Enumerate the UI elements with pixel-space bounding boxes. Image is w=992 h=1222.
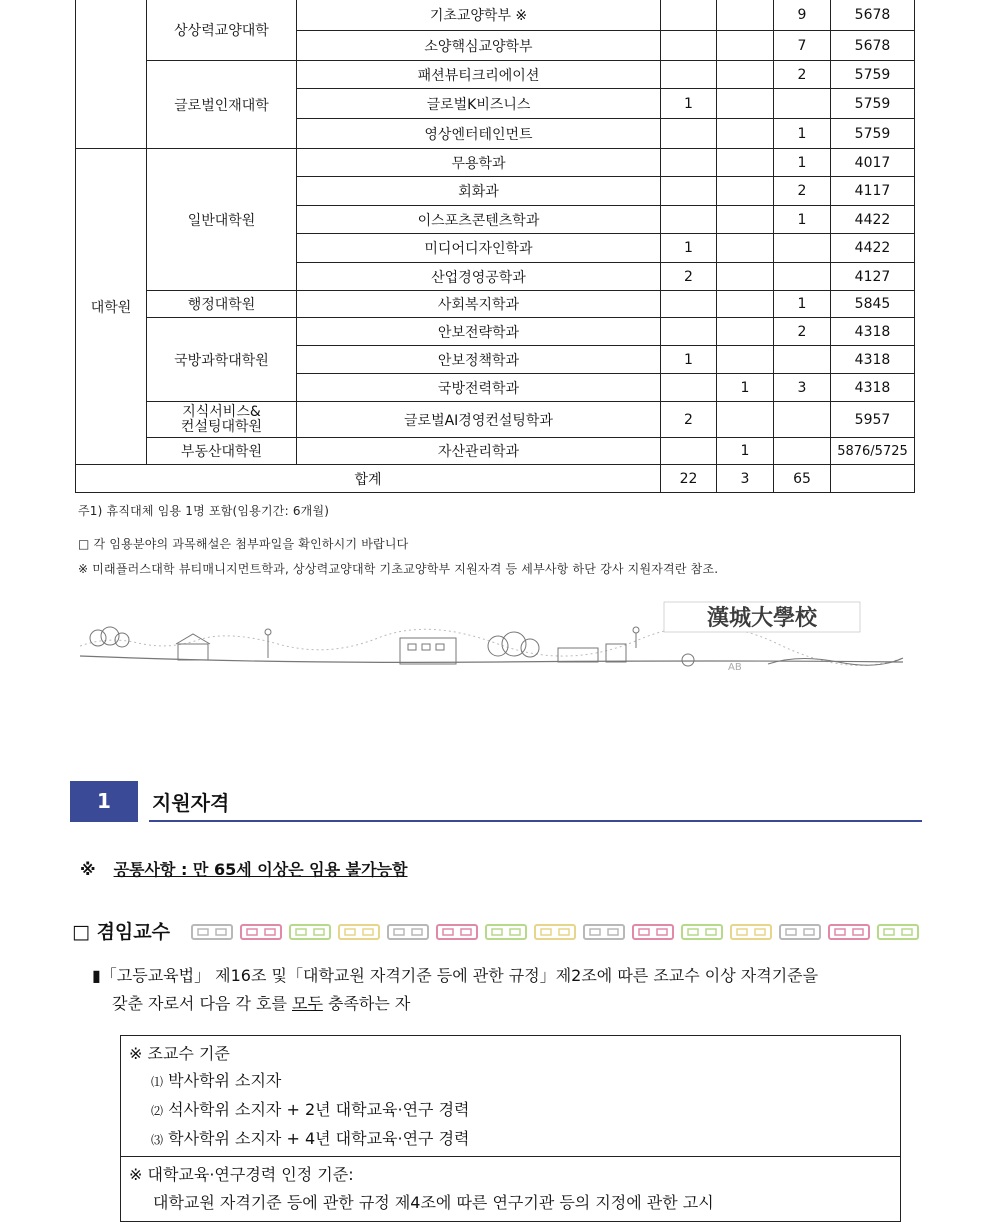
count-cell: 1 [717,438,774,465]
college-cell: 국방과학대학원 [147,318,297,402]
reference-mark: ※ [80,860,96,879]
dept-cell: 회화과 [297,177,661,206]
section-title: 지원자격 [152,791,230,815]
count-cell [717,149,774,177]
grad-school-cell: 대학원 [76,149,147,465]
count-cell [661,438,717,465]
ext-cell: 4422 [831,234,915,263]
decorative-pattern-tile [388,925,428,939]
count-cell: 1 [774,119,831,149]
count-cell [774,263,831,291]
decorative-pattern-tile [486,925,526,939]
count-cell [774,402,831,438]
college-cell: 상상력교양대학 [147,0,297,61]
dept-cell: 산업경영공학과 [297,263,661,291]
college-name-line: 지식서비스& [182,403,261,420]
count-cell: 1 [774,291,831,318]
criteria-item-text: 박사학위 소지자 [168,1071,282,1090]
ext-cell: 5876/5725 [831,438,915,465]
criteria-item-number: ⑴ [151,1075,164,1089]
dept-cell: 영상엔터테인먼트 [297,119,661,149]
count-cell [717,291,774,318]
count-cell: 2 [661,263,717,291]
dept-cell: 글로벌AI경영컨설팅학과 [297,402,661,438]
total-ext [831,465,915,493]
count-cell [717,263,774,291]
decorative-pattern-tile [290,925,330,939]
note-1: 주1) 휴직대체 임용 1명 포함(임용기간: 6개월) [78,504,330,518]
dept-cell: 무용학과 [297,149,661,177]
note-3: ※ 미래플러스대학 뷰티매니지먼트학과, 상상력교양대학 기초교양학부 지원자격 등 세부사항 하단 강사 지원자격란 참조. [78,562,719,576]
recruitment-table [75,0,915,493]
total-c3: 65 [774,465,831,493]
paragraph-line-1: ▮「고등교육법」 제16조 및「대학교원 자격기준 등에 관한 규정」제2조에 따른 조교수 이상 자격기준을 [92,966,819,985]
dept-cell: 기초교양학부 ※ [297,0,661,31]
ext-cell: 4422 [831,206,915,234]
count-cell [661,119,717,149]
criteria-section [121,1036,900,1157]
college-name-line: 컨설팅대학원 [180,418,263,435]
count-cell [717,402,774,438]
paragraph-emphasis: 모두 [292,994,323,1013]
count-cell [717,61,774,89]
dept-cell: 안보전략학과 [297,318,661,346]
count-cell: 2 [774,318,831,346]
criteria-item-text: 석사학위 소지자 + 2년 대학교육·연구 경력 [168,1100,470,1119]
college-cell: 일반대학원 [147,149,297,291]
paragraph-line-2 [92,990,912,1018]
section-underline [149,820,922,822]
decorative-pattern-tile [829,925,869,939]
count-cell [717,234,774,263]
dept-cell: 국방전력학과 [297,374,661,402]
count-cell: 1 [717,374,774,402]
count-cell [774,346,831,374]
count-cell [717,177,774,206]
table-row [76,149,915,177]
count-cell [661,374,717,402]
criteria-item-number: ⑵ [151,1104,164,1118]
total-label: 합계 [76,465,661,493]
decorative-pattern-tile [241,925,281,939]
dept-cell: 패션뷰티크리에이션 [297,61,661,89]
decorative-pattern-tile [731,925,771,939]
table-row [76,402,915,438]
college-cell: 부동산대학원 [147,438,297,465]
count-cell: 1 [661,346,717,374]
dept-cell: 안보정책학과 [297,346,661,374]
career-criteria-text: 대학교원 자격기준 등에 관한 규정 제4조에 따른 연구기관 등의 지정에 관한 고시 [153,1193,714,1212]
criteria-item [129,1067,892,1096]
criteria-item-number: ⑶ [151,1133,164,1147]
count-cell [774,438,831,465]
ext-cell: 4117 [831,177,915,206]
total-c2: 3 [717,465,774,493]
count-cell [774,89,831,119]
ext-cell: 5759 [831,61,915,89]
ext-cell: 4318 [831,374,915,402]
ext-cell: 4318 [831,346,915,374]
decorative-pattern-tile [437,925,477,939]
count-cell: 2 [774,177,831,206]
count-cell [661,0,717,31]
decorative-pattern-tile [584,925,624,939]
table-row [76,61,915,89]
dept-cell: 소양핵심교양학부 [297,31,661,61]
common-requirement-text: 공통사항 : 만 65세 이상은 임용 불가능함 [113,860,408,879]
count-cell: 1 [661,89,717,119]
ext-cell: 5845 [831,291,915,318]
count-cell [774,234,831,263]
assistant-professor-criteria-box [120,1035,901,1222]
count-cell: 3 [774,374,831,402]
count-cell [717,119,774,149]
decorative-pattern-tile [780,925,820,939]
decorative-pattern-tile [682,925,722,939]
college-cell: 글로벌인재대학 [147,61,297,149]
decorative-pattern-tile [339,925,379,939]
table-row [76,0,915,31]
dept-cell: 미디어디자인학과 [297,234,661,263]
ext-cell: 5678 [831,31,915,61]
count-cell: 1 [661,234,717,263]
college-cell [147,402,297,438]
ext-cell: 4017 [831,149,915,177]
svg-text:AB: AB [728,662,742,673]
note-2: □ 각 임용분야의 과목해설은 첨부파일을 확인하시기 바랍니다 [78,537,409,551]
dept-cell: 사회복지학과 [297,291,661,318]
criteria-header: ※ 조교수 기준 [129,1044,230,1063]
paragraph-line-2-pre: 갖춘 자로서 다음 각 호를 [112,994,292,1013]
count-cell [661,206,717,234]
career-criteria-header: ※ 대학교육·연구경력 인정 기준: [129,1165,354,1184]
subsection-title: □ 겸임교수 [72,921,170,943]
criteria-item [129,1096,892,1125]
criteria-item-text: 학사학위 소지자 + 4년 대학교육·연구 경력 [168,1129,470,1148]
total-row [76,465,915,493]
decorative-pattern [190,922,920,942]
decorative-pattern-tile [535,925,575,939]
ext-cell: 5678 [831,0,915,31]
count-cell [717,346,774,374]
common-requirement [80,857,408,880]
university-banner [78,598,908,690]
section-number: 1 [70,781,138,822]
count-cell [661,177,717,206]
table-row [76,318,915,346]
ext-cell: 4318 [831,318,915,346]
count-cell [717,206,774,234]
dept-cell: 자산관리학과 [297,438,661,465]
count-cell [717,318,774,346]
count-cell: 1 [774,206,831,234]
ext-cell: 5759 [831,89,915,119]
count-cell: 9 [774,0,831,31]
college-cell: 행정대학원 [147,291,297,318]
count-cell [661,61,717,89]
count-cell: 1 [774,149,831,177]
ext-cell: 4127 [831,263,915,291]
count-cell [717,31,774,61]
count-cell: 7 [774,31,831,61]
criteria-item [129,1125,892,1154]
decorative-pattern-tile [192,925,232,939]
decorative-pattern-tile [633,925,673,939]
total-c1: 22 [661,465,717,493]
count-cell [661,31,717,61]
dept-cell: 이스포츠콘텐츠학과 [297,206,661,234]
table-row [76,291,915,318]
count-cell [717,89,774,119]
count-cell [661,149,717,177]
dept-cell: 글로벌K비즈니스 [297,89,661,119]
count-cell [661,291,717,318]
ext-cell: 5957 [831,402,915,438]
count-cell: 2 [774,61,831,89]
banner-logo-text: 漢城大學校 [706,605,818,631]
count-cell [661,318,717,346]
count-cell [717,0,774,31]
career-criteria-section [121,1157,900,1221]
section-header [70,781,922,824]
decorative-pattern-tile [878,925,918,939]
count-cell: 2 [661,402,717,438]
ext-cell: 5759 [831,119,915,149]
qualification-paragraph [92,962,912,1018]
college-group-cell [76,0,147,149]
table-row [76,438,915,465]
paragraph-line-2-post: 충족하는 자 [322,994,411,1013]
